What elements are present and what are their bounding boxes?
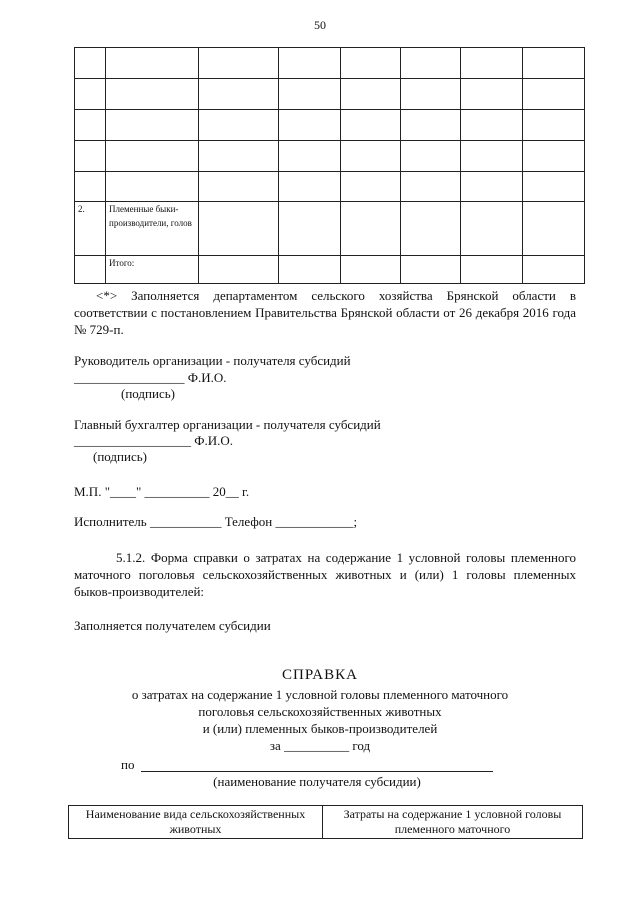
certificate-line-2: поголовья сельскохозяйственных животных <box>198 704 442 719</box>
certificate-line-1: о затратах на содержание 1 условной головы племенного маточного <box>131 687 509 702</box>
row-label <box>106 172 199 202</box>
footnote: <*> Заполняется департаментом сельского хозяйства Брянской области в соответствии с постановлением Правительства Брянской области от 26 декабря 2016 года № 729-п. <box>74 288 576 337</box>
filled-by-note: Заполняется получателем субсидии <box>74 618 271 633</box>
stamp-date-line: М.П. "____" __________ 20__ г. <box>74 484 250 499</box>
row-label <box>106 79 199 110</box>
head-signature-line: _________________ Ф.И.О. <box>74 370 227 385</box>
table-row <box>75 48 585 79</box>
accountant-signature-line: __________________ Ф.И.О. <box>74 433 234 448</box>
table-row <box>75 141 585 172</box>
costs-table-header <box>68 805 583 839</box>
livestock-table <box>74 47 585 284</box>
row-number <box>75 256 106 284</box>
row-label: Итого: <box>106 256 199 284</box>
header-costs: Затраты на содержание 1 условной головы племенного маточного <box>323 806 583 839</box>
certificate-line-3: и (или) племенных быков-производителей <box>202 721 438 736</box>
table-row <box>75 256 585 284</box>
table-row <box>75 110 585 141</box>
row-number: 2. <box>75 202 106 256</box>
row-label <box>106 48 199 79</box>
row-number <box>75 48 106 79</box>
row-label: Племенные быки-производители, голов <box>106 202 199 256</box>
row-label <box>106 141 199 172</box>
executor-line: Исполнитель ___________ Телефон ____________; <box>74 514 358 529</box>
section-text: 5.1.2. Форма справки о затратах на содержание 1 условной головы племенного маточного поголовья сельскохозяйственных животных и (или) 1 головы племенных быков-производителей: <box>74 550 576 599</box>
header-animal-type: Наименование вида сельскохозяйственных животных <box>69 806 323 839</box>
certificate-period: за __________ год <box>269 738 371 753</box>
page-number: 50 <box>314 18 326 32</box>
certificate-title: СПРАВКА <box>282 667 358 683</box>
row-number <box>75 79 106 110</box>
recipient-prefix: по <box>121 757 135 772</box>
row-number <box>75 110 106 141</box>
row-number <box>75 172 106 202</box>
table-row <box>75 202 585 256</box>
accountant-title: Главный бухгалтер организации - получателя субсидий <box>74 417 381 432</box>
table-row <box>75 172 585 202</box>
accountant-signature-caption: (подпись) <box>93 449 147 464</box>
head-signature-caption: (подпись) <box>121 386 175 401</box>
row-number <box>75 141 106 172</box>
table-row <box>75 79 585 110</box>
row-label <box>106 110 199 141</box>
recipient-name-line <box>141 771 493 772</box>
head-title: Руководитель организации - получателя субсидий <box>74 353 351 368</box>
recipient-caption: (наименование получателя субсидии) <box>213 774 421 789</box>
